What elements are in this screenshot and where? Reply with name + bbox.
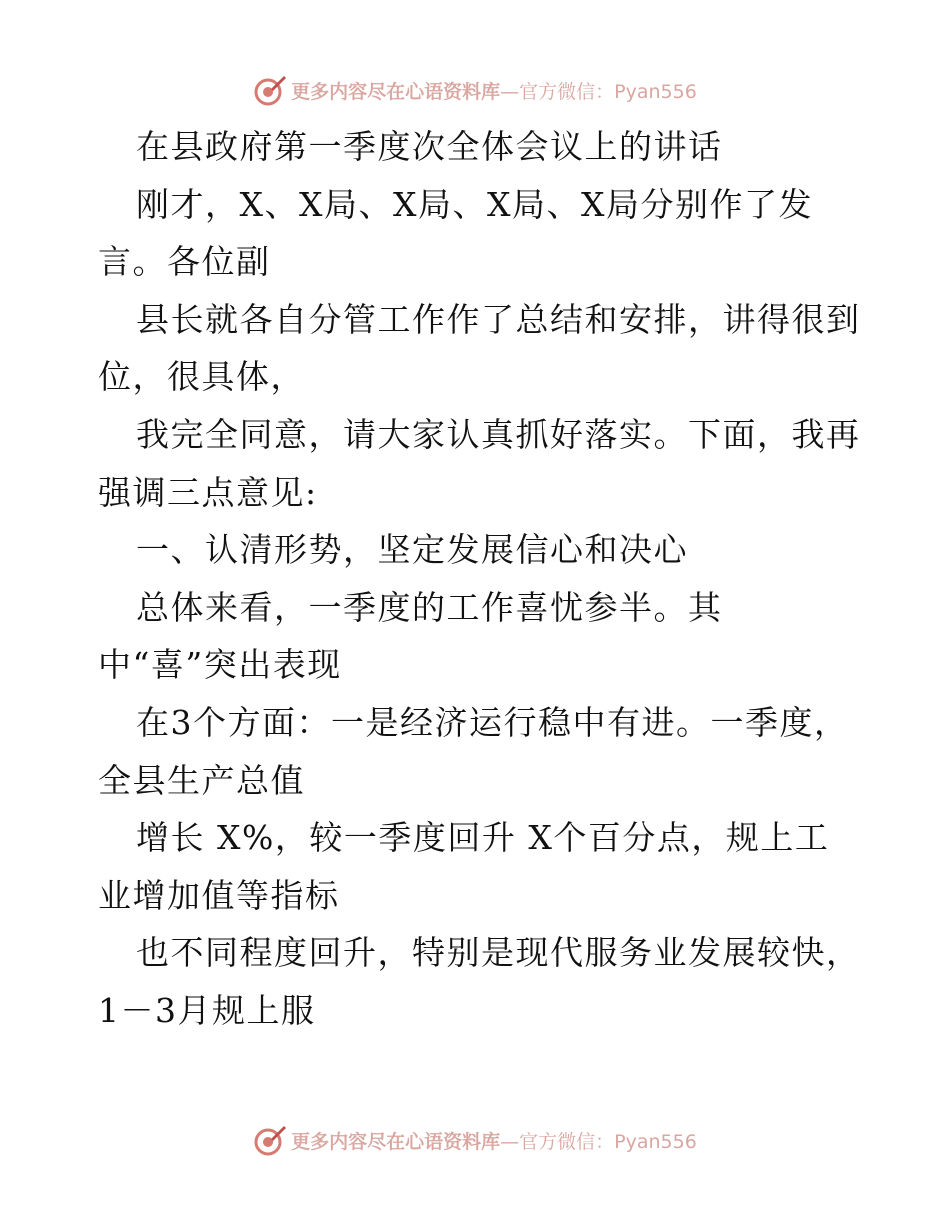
text-line: 在3个方面：一是经济运行稳中有进。一季度，: [136, 702, 849, 742]
pen-seal-icon: [253, 73, 287, 107]
watermark-contact: —官方微信：Pyan556: [500, 80, 697, 103]
text-line: 位，很具体，: [98, 357, 305, 397]
text-line: 总体来看，一季度的工作喜忧参半。其: [136, 587, 723, 627]
text-line: 全县生产总值: [98, 760, 305, 800]
header-watermark: [0, 70, 950, 110]
footer-watermark: [0, 1120, 950, 1160]
text-line: 业增加值等指标: [98, 875, 340, 915]
watermark-contact: —官方微信：Pyan556: [500, 1130, 697, 1153]
watermark-text: 更多内容尽在心语资料库: [291, 1130, 501, 1153]
text-line: 县长就各自分管工作作了总结和安排，讲得很到: [136, 299, 861, 339]
document-body: [98, 118, 861, 1040]
text-line: 增长 X%，较一季度回升 X个百分点，规上工: [136, 818, 830, 858]
text-line: 1－3月规上服: [98, 990, 316, 1030]
pen-seal-icon: [253, 1123, 287, 1157]
text-line: 言。各位副: [98, 242, 271, 282]
watermark-text: 更多内容尽在心语资料库: [291, 80, 501, 103]
text-line: 也不同程度回升，特别是现代服务业发展较快，: [136, 933, 861, 973]
text-line: 刚才，X、X局、X局、X局、X局分别作了发: [136, 184, 813, 224]
text-line: 我完全同意，请大家认真抓好落实。下面，我再: [136, 414, 861, 454]
text-line: 强调三点意见:: [98, 472, 318, 512]
text-line: 中“喜”突出表现: [98, 645, 342, 685]
text-line: 在县政府第一季度次全体会议上的讲话: [136, 127, 723, 166]
text-line: 一、认清形势，坚定发展信心和决心: [136, 530, 688, 570]
